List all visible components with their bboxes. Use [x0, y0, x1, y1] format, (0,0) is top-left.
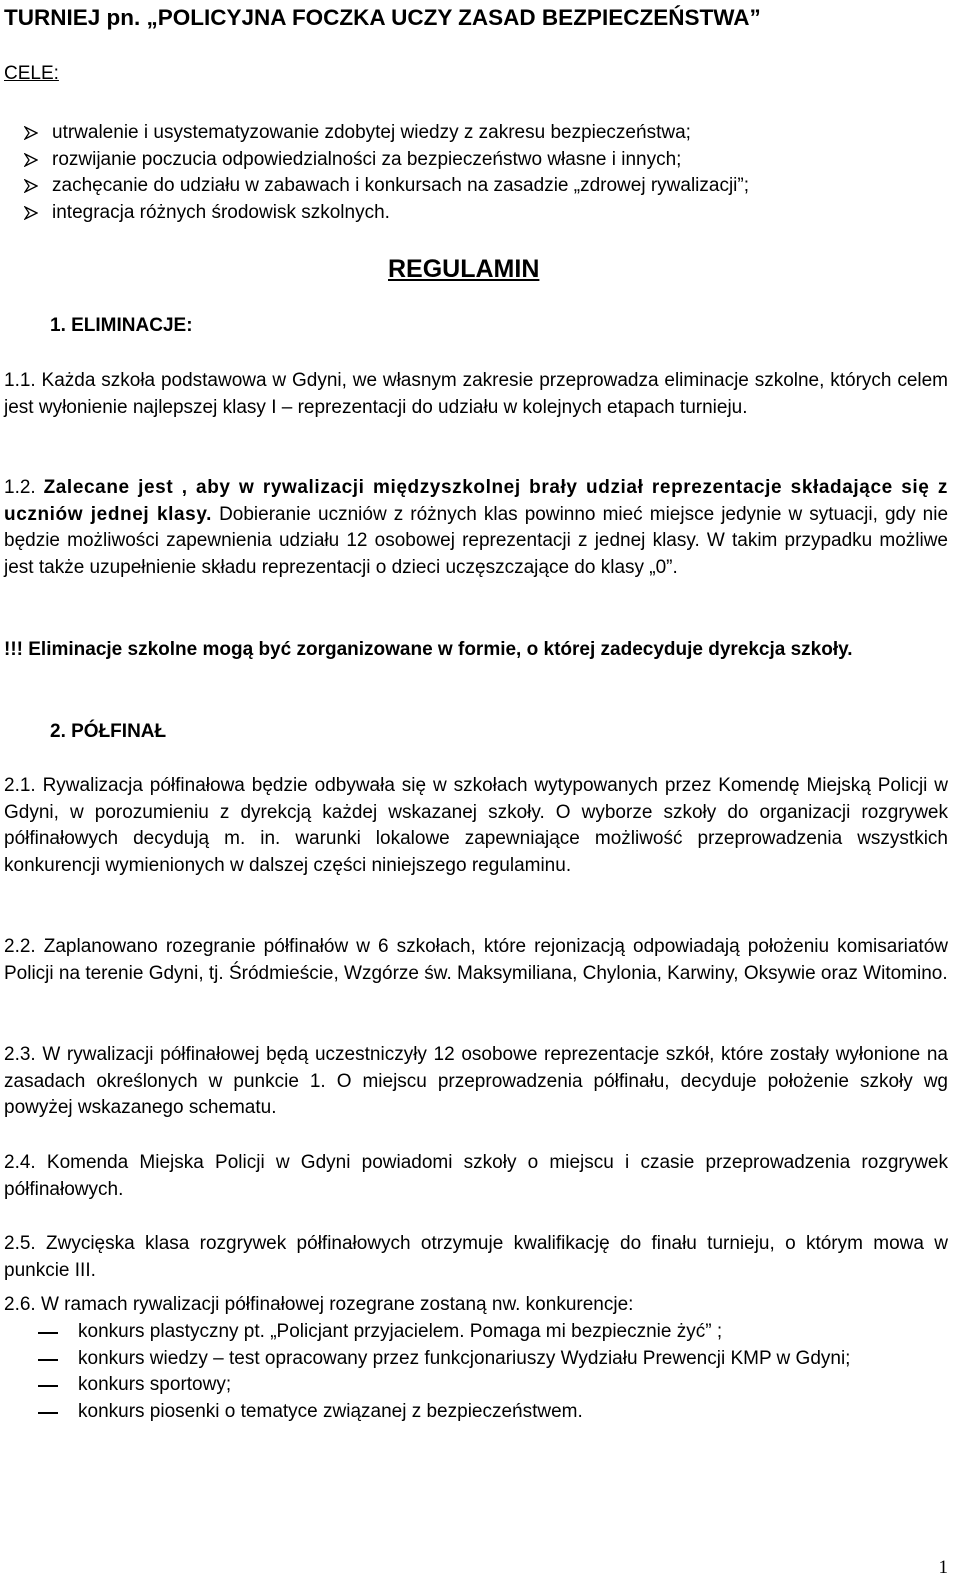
competition-text: konkurs wiedzy – test opracowany przez funkcjonariuszy Wydziału Prewencji KMP w Gdyni;: [78, 1347, 851, 1369]
goal-text: utrwalenie i usystematyzowanie zdobytej wiedzy z zakresu bezpieczeństwa;: [52, 122, 691, 143]
paragraph-1-2-text: Dobieranie uczniów z różnych klas powinno mieć miejsce jedynie w sytuacji, gdy nie będzie możliwości zapewnienia udziału 12 osobowej reprezentacji z jednej klasy. W takim przypadku możliwe jest także uzupełnienie składu reprezentacji o dzieci uczęszczające do klasy „0”.: [4, 503, 949, 578]
document-title: TURNIEJ pn. „POLICYJNA FOCZKA UCZY ZASAD BEZPIECZEŃSTWA”: [4, 5, 761, 30]
goals-list: [4, 120, 749, 226]
dash-bullet-icon: [38, 1359, 58, 1361]
goal-text: integracja różnych środowisk szkolnych.: [52, 201, 390, 223]
competition-text: konkurs piosenki o tematyce związanej z bezpieczeństwem.: [78, 1400, 583, 1422]
goals-heading: CELE:: [4, 63, 59, 84]
arrow-bullet-icon: [24, 179, 38, 193]
regulamin-heading: REGULAMIN: [388, 255, 540, 283]
section-2-heading: 2. PÓŁFINAŁ: [50, 721, 167, 742]
dash-bullet-icon: [38, 1385, 58, 1387]
paragraph-2-4: 2.4. Komenda Miejska Policji w Gdyni powiadomi szkoły o miejscu i czasie przeprowadzenia rozgrywek półfinałowych.: [4, 1152, 948, 1200]
goal-item: [4, 120, 749, 147]
competition-item: [4, 1372, 948, 1399]
paragraph-1-2: [4, 475, 948, 581]
goal-item: [4, 173, 749, 200]
section-1-heading: 1. ELIMINACJE:: [50, 315, 193, 336]
eliminations-note: !!! Eliminacje szkolne mogą być zorganizowane w formie, o której zadecyduje dyrekcja szkoły.: [4, 639, 853, 660]
arrow-bullet-icon: [24, 153, 38, 167]
competition-text: konkurs sportowy;: [78, 1374, 232, 1395]
paragraph-2-2: 2.2. Zaplanowano rozegranie półfinałów w 6 szkołach, które rejonizacją odpowiadają położeniu komisariatów Policji na terenie Gdyni, tj. Śródmieście, Wzgórze św. Maksymiliana, Chylonia, Karwiny, Oksywie oraz Witomino.: [4, 936, 948, 984]
goal-item: [4, 147, 749, 174]
goal-text: zachęcanie do udziału w zabawach i konkursach na zasadzie „zdrowej rywalizacji”;: [52, 175, 750, 196]
dash-bullet-icon: [38, 1412, 58, 1414]
competition-item: [4, 1346, 948, 1373]
competitions-list: [4, 1319, 948, 1425]
goal-item: [4, 200, 749, 227]
paragraph-1-2-number: 1.2.: [4, 477, 36, 498]
competition-item: [4, 1399, 948, 1426]
competition-text: konkurs plastyczny pt. „Policjant przyjacielem. Pomaga mi bezpiecznie żyć” ;: [78, 1321, 723, 1342]
paragraph-1-2-bold: Zalecane jest , aby w rywalizacji międzyszkolnej brały udział reprezentacje składające się z uczniów jednej klasy.: [4, 477, 949, 525]
paragraph-1-1: 1.1. Każda szkoła podstawowa w Gdyni, we własnym zakresie przeprowadza eliminacje szkolne, których celem jest wyłonienie najlepszej klasy I – reprezentacji do udziału w kolejnych etapach turnieju.: [4, 370, 948, 418]
arrow-bullet-icon: [24, 206, 38, 220]
dash-bullet-icon: [38, 1332, 58, 1334]
page-number: 1: [938, 1557, 948, 1578]
paragraph-2-5: 2.5. Zwycięska klasa rozgrywek półfinałowych otrzymuje kwalifikację do finału turnieju, o którym mowa w punkcie III.: [4, 1233, 948, 1281]
competition-item: [4, 1319, 948, 1346]
paragraph-2-1: 2.1. Rywalizacja półfinałowa będzie odbywała się w szkołach wytypowanych przez Komendę Miejską Policji w Gdyni, w porozumieniu z dyrekcją każdej wskazanej szkoły. O wyborze szkoły do organizacji rozgrywek półfinałowych decydują m. in. warunki lokalowe zapewniające możliwość przeprowadzenia wszystkich konkurencji wymienionych w dalszej części niniejszego regulaminu.: [4, 775, 948, 876]
arrow-bullet-icon: [24, 126, 38, 140]
paragraph-2-6: 2.6. W ramach rywalizacji półfinałowej rozegrane zostaną nw. konkurencje:: [4, 1294, 634, 1315]
goal-text: rozwijanie poczucia odpowiedzialności za bezpieczeństwo własne i innych;: [52, 148, 682, 170]
paragraph-2-3: 2.3. W rywalizacji półfinałowej będą uczestniczyły 12 osobowe reprezentacje szkół, które zostały wyłonione na zasadach określonych w punkcie 1. O miejscu przeprowadzenia półfinału, decyduje położenie szkoły wg powyżej wskazanego schematu.: [4, 1044, 948, 1118]
